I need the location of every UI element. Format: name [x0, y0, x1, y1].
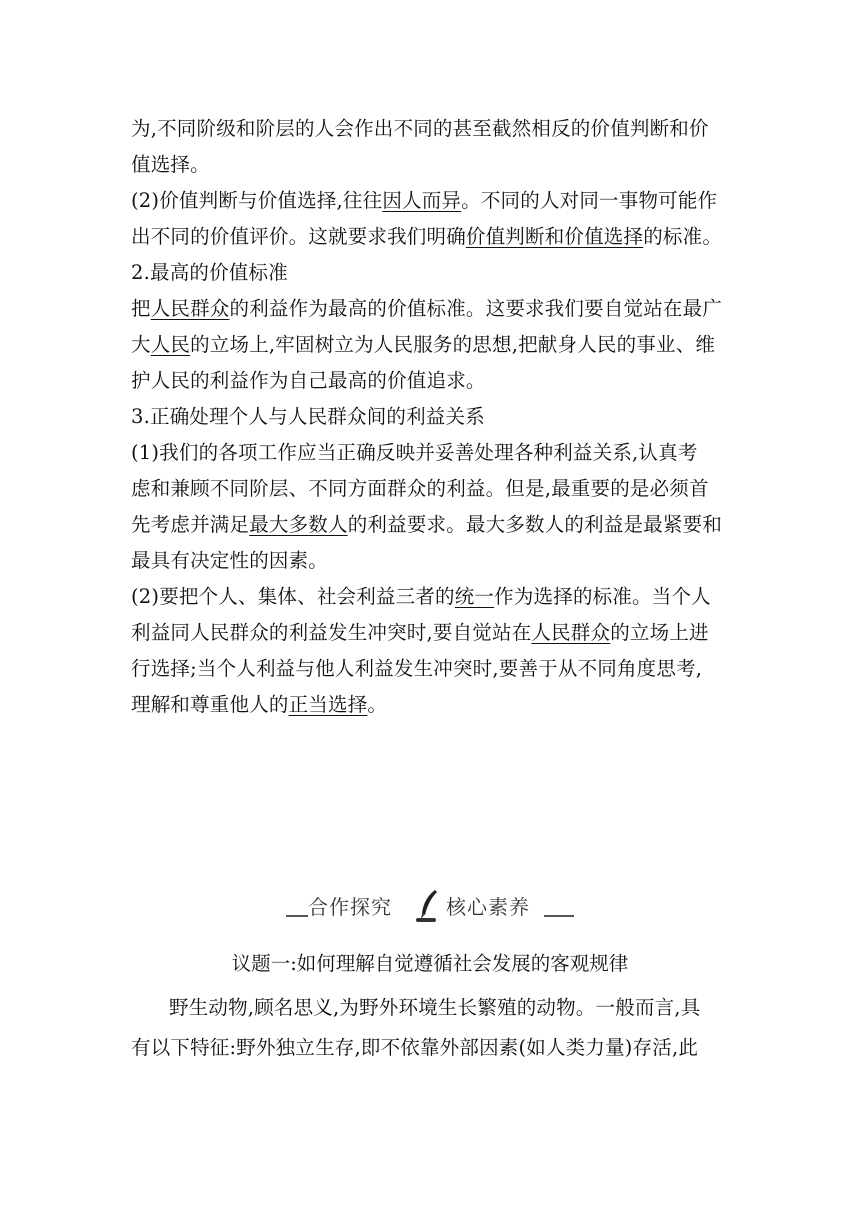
- text-run: 虑和兼顾不同阶层、不同方面群众的利益。但是,最重要的是必须首: [131, 477, 709, 500]
- paragraph-line: [131, 584, 711, 610]
- paragraph-line: [131, 656, 702, 682]
- text-run: 出不同的价值评价。这就要求我们明确: [131, 225, 466, 248]
- paragraph-line: [131, 548, 328, 574]
- paragraph-line: [131, 152, 210, 178]
- text-run: 的标准。: [643, 225, 723, 248]
- paragraph-line: [131, 332, 715, 358]
- paragraph-line: [131, 188, 717, 214]
- banner-rule-right: [544, 915, 574, 917]
- paragraph-line: [131, 296, 722, 322]
- text-run: 护人民的利益作为自己最高的价值追求。: [131, 369, 486, 392]
- text-run: (2)价值判断与价值选择,往往: [131, 189, 383, 212]
- text-run: (1)我们的各项工作应当正确反映并妥善处理各种利益关系,认真考: [131, 441, 698, 464]
- paragraph-line: [131, 512, 722, 538]
- section-heading: [131, 260, 288, 286]
- text-run: 的立场上,牢固树立为人民服务的思想,把献身人民的事业、维: [190, 333, 716, 356]
- underlined-keyword: 价值判断和价值选择: [465, 225, 644, 248]
- underlined-keyword: 最大多数人: [249, 513, 348, 536]
- text-run: 利益同人民群众的利益发生冲突时,要自觉站在: [131, 621, 532, 644]
- text-run: 的利益要求。最大多数人的利益是最紧要和: [347, 513, 723, 536]
- banner-rule-left: [286, 915, 308, 917]
- paragraph-line: [131, 224, 722, 250]
- text-run: 的立场上进: [610, 621, 709, 644]
- text-run: 的利益作为最高的价值标准。这要求我们要自觉站在最广: [229, 297, 723, 320]
- paragraph-line: [131, 440, 698, 466]
- text-run: 为,不同阶级和阶层的人会作出不同的甚至截然相反的价值判断和价: [131, 117, 709, 140]
- text-run: 最具有决定性的因素。: [131, 549, 329, 572]
- heading-text: 2.最高的价值标准: [131, 261, 288, 284]
- text-run: 先考虑并满足: [131, 513, 250, 536]
- banner-left-label: 合作探究: [308, 895, 392, 919]
- heading-text: 3.正确处理个人与人民群众间的利益关系: [131, 405, 485, 428]
- paragraph-line: [131, 620, 709, 646]
- underlined-keyword: 人民群众: [150, 297, 230, 320]
- paragraph-line: [131, 476, 709, 502]
- underlined-keyword: 统一: [454, 585, 495, 608]
- topic-title-text: 议题一:如何理解自觉遵循社会发展的客观规律: [231, 952, 629, 975]
- text-run: 理解和尊重他人的: [131, 693, 289, 716]
- banner-right-label: 核心素养: [446, 895, 530, 919]
- text-run: 行选择;当个人利益与他人利益发生冲突时,要善于从不同角度思考,: [131, 657, 703, 680]
- section-banner: [286, 886, 574, 932]
- underlined-keyword: 因人而异: [382, 189, 462, 212]
- underlined-keyword: 人民: [150, 333, 191, 356]
- paragraph-line: [131, 692, 387, 718]
- text-run: 作为选择的标准。当个人: [494, 585, 711, 608]
- text-run: 。: [367, 693, 388, 716]
- paragraph-line: [131, 1035, 698, 1061]
- section-heading: [131, 404, 485, 430]
- topic-title: [0, 951, 860, 977]
- text-run: 把: [131, 297, 151, 320]
- text-run: 有以下特征:野外独立生存,即不依靠外部因素(如人类力量)存活,此: [131, 1036, 699, 1059]
- underlined-keyword: 正当选择: [288, 693, 368, 716]
- paragraph-line: [131, 368, 486, 394]
- paragraph-line: [169, 995, 700, 1021]
- text-run: (2)要把个人、集体、社会利益三者的: [131, 585, 455, 608]
- quill-pen-icon: [413, 888, 443, 924]
- paragraph-line: [131, 116, 709, 142]
- text-run: 野生动物,顾名思义,为野外环境生长繁殖的动物。一般而言,具: [169, 996, 701, 1019]
- text-run: 值选择。: [131, 153, 210, 176]
- text-run: 大: [131, 333, 151, 356]
- underlined-keyword: 人民群众: [531, 621, 611, 644]
- text-run: 。不同的人对同一事物可能作: [461, 189, 718, 212]
